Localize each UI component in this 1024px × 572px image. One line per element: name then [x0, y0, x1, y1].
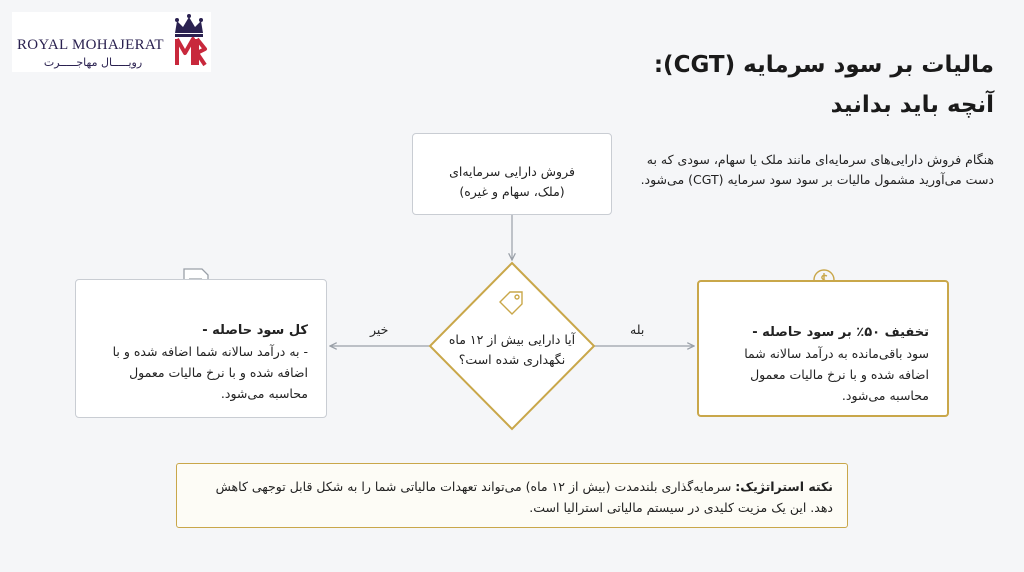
logo-name-fa: رویـــــال مهاجـــــرت [43, 56, 143, 69]
decision-line-2: نگهداری شده است؟ [458, 352, 566, 367]
logo-name-en: ROYAL MOHAJERAT [17, 37, 164, 53]
no-outcome-heading: کل سود حاصله - [202, 323, 308, 338]
title-line-1: مالیات بر سود سرمایه (CGT): [653, 52, 994, 78]
no-outcome-node [75, 279, 327, 418]
strategic-note [176, 463, 848, 528]
start-node [412, 133, 612, 215]
start-line-1: فروش دارایی سرمایه‌ای [449, 164, 575, 179]
yes-outcome-body: سود باقی‌مانده به درآمد سالانه شما اضافه شده و با نرخ مالیات معمول محاسبه می‌شود. [744, 346, 929, 403]
no-label: خیر [370, 322, 389, 337]
start-line-2: (ملک، سهام و غیره) [459, 184, 565, 199]
yes-label: بله [630, 322, 645, 337]
intro-paragraph: هنگام فروش دارایی‌های سرمایه‌ای مانند ملک یا سهام، سودی که به دست می‌آورید مشمول مالیات بر سود سود سرمایه (CGT) می‌شود. [640, 152, 994, 187]
yes-outcome-text [717, 322, 929, 406]
no-outcome-body: - به درآمد سالانه شما اضافه شده و با اضافه شده و با نرخ مالیات معمول محاسبه می‌شود. [112, 344, 308, 401]
yes-outcome-node [697, 280, 949, 417]
title-line-2: آنچه باید بدانید [830, 92, 994, 118]
decision-label [430, 330, 594, 370]
note-text: سرمایه‌گذاری بلندمدت (بیش از ۱۲ ماه) می‌تواند تعهدات مالیاتی شما را به شکل قابل توجهی کاهش دهد. این یک مزیت کلیدی در سیستم مالیاتی استرالیا است. [215, 479, 833, 515]
start-node-label [413, 162, 611, 202]
note-label: نکته استراتژیک: [735, 479, 833, 494]
decision-line-1: آیا دارایی بیش از ۱۲ ماه [448, 332, 576, 347]
yes-outcome-heading: تخفیف ۵۰٪ بر سود حاصله - [752, 325, 929, 340]
no-outcome-text [94, 320, 308, 404]
